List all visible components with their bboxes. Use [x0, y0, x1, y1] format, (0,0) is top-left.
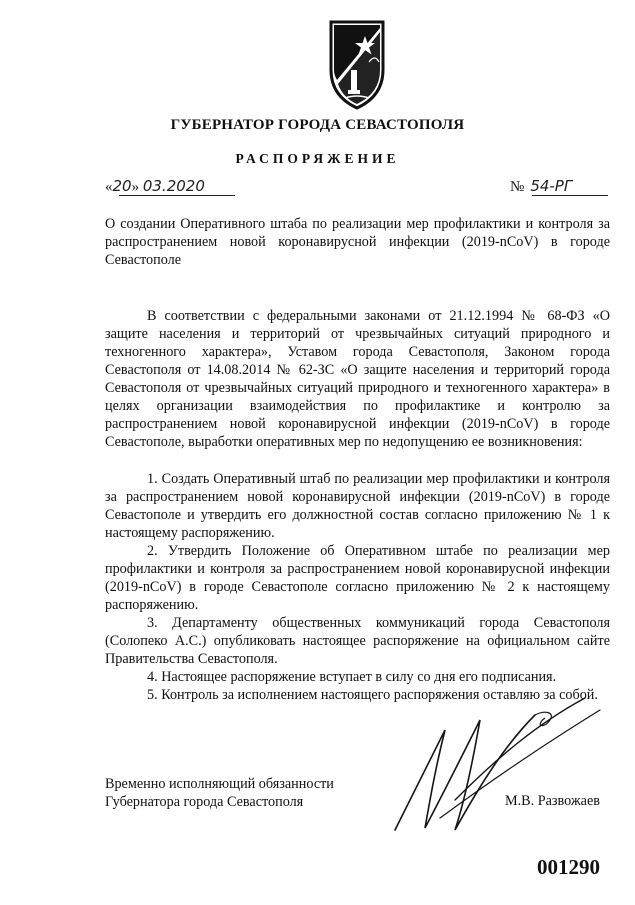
date-open-quote: «: [105, 179, 113, 195]
governor-title: ГУБЕРНАТОР ГОРОДА СЕВАСТОПОЛЯ: [170, 117, 465, 133]
date-underline: [119, 195, 235, 196]
document-subject: О создании Оперативного штаба по реализации мер профилактики и контроля за распространением новой коронавирусной инфекции (2019-nCoV) в городе Севастополе: [105, 216, 610, 268]
order-item-2: 2. Утвердить Положение об Оперативном штабе по реализации мер профилактики и контроля за распространением новой коронавирусной инфекции (2019-nCoV) в городе Севастополе согласно приложению № 2 к настоящему распоряжению.: [105, 543, 610, 613]
number-value: 54-РГ: [530, 177, 573, 195]
order-item-5: 5. Контроль за исполнением настоящего распоряжения оставляю за собой.: [147, 687, 598, 703]
handwritten-signature-icon: [385, 690, 615, 840]
signer-position-line1: Временно исполняющий обязанности: [105, 776, 334, 792]
document-type: РАСПОРЯЖЕНИЕ: [235, 151, 400, 166]
coat-of-arms-icon: [325, 18, 389, 110]
preamble-paragraph: В соответствии с федеральными законами от 21.12.1994 № 68-ФЗ «О защите населения и территорий от чрезвычайных ситуаций природного и техногенного характера», Уставом города Севастополя, Законом города Севастополя от 14.08.2014 № 62-ЗС «О защите населения и территорий города Севастополя от чрезвычайных ситуаций природного и техногенного характера» в целях организации взаимодействия по профилактике и контролю за распространением новой коронавирусной инфекции (2019-nCoV) в городе Севастополе, выработки оперативных мер по недопущению ее возникновения:: [105, 308, 610, 450]
order-item-4: 4. Настоящее распоряжение вступает в силу со дня его подписания.: [147, 669, 557, 685]
order-item-3: 3. Департаменту общественных коммуникаций города Севастополя (Солопеко А.С.) опубликовать настоящее распоряжение на официальном сайте Правительства Севастополя.: [105, 615, 610, 667]
signer-position-line2: Губернатора города Севастополя: [105, 794, 304, 810]
date-close-quote: »: [131, 179, 140, 195]
document-number: [510, 177, 610, 196]
document-date: [105, 177, 235, 196]
signer-position: [105, 775, 334, 811]
order-item-1: 1. Создать Оперативный штаб по реализации мер профилактики и контроля за распространением новой коронавирусной инфекции (2019-nCoV) в городе Севастополе и утвердить его должностной состав согласно приложению № 1 к настоящему распоряжению.: [105, 471, 610, 541]
document-body: [105, 307, 610, 704]
date-day: 20: [112, 177, 132, 195]
number-underline: [532, 195, 608, 196]
signer-name: М.В. Развожаев: [505, 793, 600, 809]
number-prefix: №: [510, 179, 525, 195]
date-month-year: 03.2020: [142, 177, 205, 195]
serial-number: 001290: [537, 855, 600, 879]
